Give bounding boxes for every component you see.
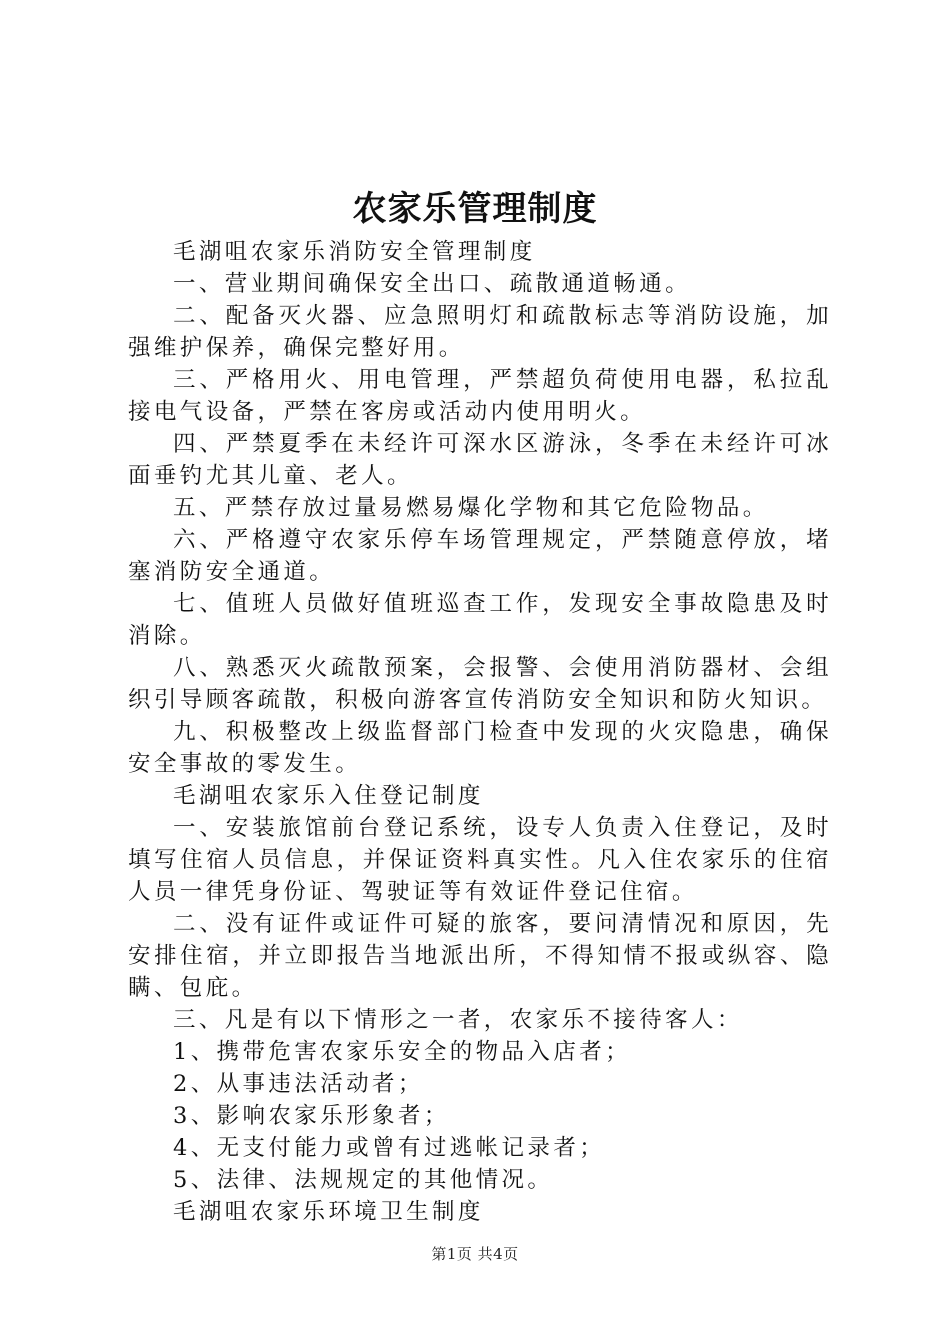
document-title: 农家乐管理制度 <box>352 189 598 229</box>
paragraph: 九、积极整改上级监督部门检查中发现的火灾隐患，确保安全事故的零发生。 <box>128 719 832 777</box>
paragraph: 七、值班人员做好值班巡查工作，发现安全事故隐患及时消除。 <box>128 591 832 649</box>
paragraph: 五、严禁存放过量易燃易爆化学物和其它危险物品。 <box>173 495 769 521</box>
paragraph: 一、安装旅馆前台登记系统，设专人负责入住登记，及时填写住宿人员信息，并保证资料真实性。凡入住农家乐的住宿人员一律凭身份证、驾驶证等有效证件登记住宿。 <box>128 815 832 905</box>
list-item: 3、影响农家乐形象者； <box>173 1103 450 1129</box>
list-item: 2、从事违法活动者； <box>173 1071 424 1097</box>
paragraph: 六、严格遵守农家乐停车场管理规定，严禁随意停放，堵塞消防安全通道。 <box>128 527 832 585</box>
list-item: 5、法律、法规规定的其他情况。 <box>173 1167 554 1193</box>
paragraph: 二、配备灭火器、应急照明灯和疏散标志等消防设施，加强维护保养，确保完整好用。 <box>128 303 832 361</box>
page-number-footer: 第1页 共4页 <box>431 1245 519 1263</box>
document-body <box>128 236 832 1228</box>
paragraph: 三、严格用火、用电管理，严禁超负荷使用电器，私拉乱接电气设备，严禁在客房或活动内使用明火。 <box>128 367 832 425</box>
paragraph: 三、凡是有以下情形之一者，农家乐不接待客人： <box>173 1007 743 1033</box>
paragraph: 四、严禁夏季在未经许可深水区游泳，冬季在未经许可冰面垂钓尤其儿童、老人。 <box>128 431 832 489</box>
list-item: 4、无支付能力或曾有过逃帐记录者； <box>173 1135 606 1161</box>
section-heading-check-in: 毛湖咀农家乐入住登记制度 <box>173 783 484 809</box>
list-item: 1、携带危害农家乐安全的物品入店者； <box>173 1039 632 1065</box>
paragraph: 八、熟悉灭火疏散预案，会报警、会使用消防器材、会组织引导顾客疏散，积极向游客宣传消防安全知识和防火知识。 <box>128 655 832 713</box>
section-heading-hygiene: 毛湖咀农家乐环境卫生制度 <box>173 1199 484 1225</box>
section-heading-fire-safety: 毛湖咀农家乐消防安全管理制度 <box>173 239 536 265</box>
paragraph: 一、营业期间确保安全出口、疏散通道畅通。 <box>173 271 692 297</box>
paragraph: 二、没有证件或证件可疑的旅客，要问清情况和原因，先安排住宿，并立即报告当地派出所，不得知情不报或纵容、隐瞒、包庇。 <box>128 911 832 1001</box>
